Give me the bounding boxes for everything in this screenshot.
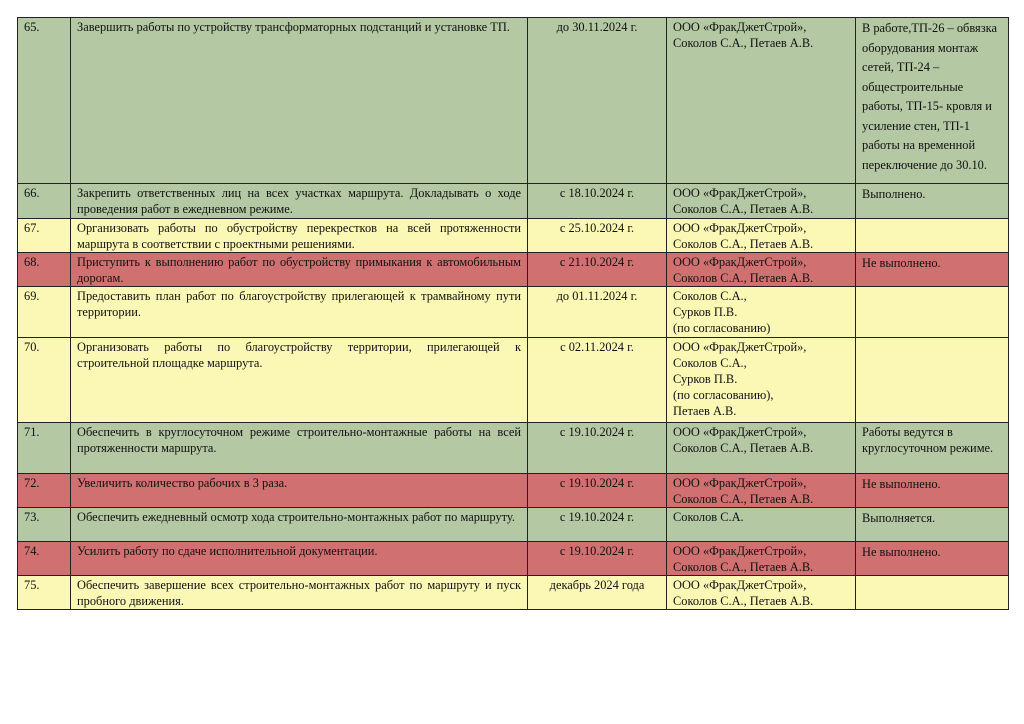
task-cell: Обеспечить в круглосуточном режиме строительно-монтажные работы на всей протяженности маршрута. (71, 423, 528, 474)
deadline-cell: с 19.10.2024 г. (528, 474, 667, 508)
status-note-cell: Не выполнено. (856, 542, 1009, 576)
status-note-cell (856, 219, 1009, 253)
task-cell: Обеспечить ежедневный осмотр хода строительно-монтажных работ по маршруту. (71, 508, 528, 542)
status-note-cell: Не выполнено. (856, 253, 1009, 287)
deadline-cell: с 25.10.2024 г. (528, 219, 667, 253)
deadline-cell: с 19.10.2024 г. (528, 423, 667, 474)
status-note-cell (856, 576, 1009, 610)
responsible-cell: Соколов С.А. (667, 508, 856, 542)
deadline-cell: с 18.10.2024 г. (528, 184, 667, 219)
responsible-cell: ООО «ФракДжетСтрой», Соколов С.А., Петаев А.В. (667, 423, 856, 474)
task-cell: Обеспечить завершение всех строительно-монтажных работ по маршруту и пуск пробного движения. (71, 576, 528, 610)
deadline-cell: до 01.11.2024 г. (528, 287, 667, 338)
status-note-cell (856, 338, 1009, 423)
table-row (18, 338, 1009, 423)
row-number: 71. (18, 423, 71, 474)
responsible-cell: ООО «ФракДжетСтрой», Соколов С.А., Петаев А.В. (667, 542, 856, 576)
row-number: 73. (18, 508, 71, 542)
status-note-cell: Не выполнено. (856, 474, 1009, 508)
responsible-cell: ООО «ФракДжетСтрой», Соколов С.А., Петаев А.В. (667, 576, 856, 610)
status-note-cell (856, 287, 1009, 338)
responsible-cell: ООО «ФракДжетСтрой», Соколов С.А., Сурков П.В. (по согласованию), Петаев А.В. (667, 338, 856, 423)
responsible-cell: ООО «ФракДжетСтрой», Соколов С.А., Петаев А.В. (667, 253, 856, 287)
responsible-cell: ООО «ФракДжетСтрой», Соколов С.А., Петаев А.В. (667, 474, 856, 508)
status-note-cell: В работе,ТП-26 – обвязка оборудования монтаж сетей, ТП-24 – общестроительные работы, ТП-15- кровля и усиление стен, ТП-1 работы на временной переключение до 30.10. (856, 18, 1009, 184)
responsible-cell: ООО «ФракДжетСтрой», Соколов С.А., Петаев А.В. (667, 184, 856, 219)
task-cell: Приступить к выполнению работ по обустройству примыкания к автомобильным дорогам. (71, 253, 528, 287)
row-number: 75. (18, 576, 71, 610)
responsible-cell: Соколов С.А., Сурков П.В. (по согласованию) (667, 287, 856, 338)
row-number: 72. (18, 474, 71, 508)
table-body (18, 18, 1009, 610)
deadline-cell: с 02.11.2024 г. (528, 338, 667, 423)
row-number: 70. (18, 338, 71, 423)
task-cell: Предоставить план работ по благоустройству прилегающей к трамвайному пути территории. (71, 287, 528, 338)
status-note-cell: Работы ведутся в круглосуточном режиме. (856, 423, 1009, 474)
task-cell: Организовать работы по благоустройству территории, прилегающей к строительной площадке маршрута. (71, 338, 528, 423)
row-number: 67. (18, 219, 71, 253)
row-number: 68. (18, 253, 71, 287)
table-row (18, 423, 1009, 474)
table-row (18, 253, 1009, 287)
table-row (18, 287, 1009, 338)
deadline-cell: декабрь 2024 года (528, 576, 667, 610)
status-note-cell: Выполнено. (856, 184, 1009, 219)
deadline-cell: с 21.10.2024 г. (528, 253, 667, 287)
deadline-cell: до 30.11.2024 г. (528, 18, 667, 184)
action-plan-table (17, 17, 1009, 610)
responsible-cell: ООО «ФракДжетСтрой», Соколов С.А., Петаев А.В. (667, 219, 856, 253)
responsible-cell: ООО «ФракДжетСтрой», Соколов С.А., Петаев А.В. (667, 18, 856, 184)
table-row (18, 508, 1009, 542)
row-number: 69. (18, 287, 71, 338)
task-cell: Организовать работы по обустройству перекрестков на всей протяженности маршрута в соответствии с проектными решениями. (71, 219, 528, 253)
table-row (18, 576, 1009, 610)
deadline-cell: с 19.10.2024 г. (528, 508, 667, 542)
task-cell: Завершить работы по устройству трансформаторных подстанций и установке ТП. (71, 18, 528, 184)
task-cell: Закрепить ответственных лиц на всех участках маршрута. Докладывать о ходе проведения работ в ежедневном режиме. (71, 184, 528, 219)
task-cell: Усилить работу по сдаче исполнительной документации. (71, 542, 528, 576)
table-row (18, 542, 1009, 576)
row-number: 66. (18, 184, 71, 219)
row-number: 65. (18, 18, 71, 184)
table-row (18, 18, 1009, 184)
task-cell: Увеличить количество рабочих в 3 раза. (71, 474, 528, 508)
table-row (18, 219, 1009, 253)
deadline-cell: с 19.10.2024 г. (528, 542, 667, 576)
row-number: 74. (18, 542, 71, 576)
table-row (18, 474, 1009, 508)
table-row (18, 184, 1009, 219)
status-note-cell: Выполняется. (856, 508, 1009, 542)
